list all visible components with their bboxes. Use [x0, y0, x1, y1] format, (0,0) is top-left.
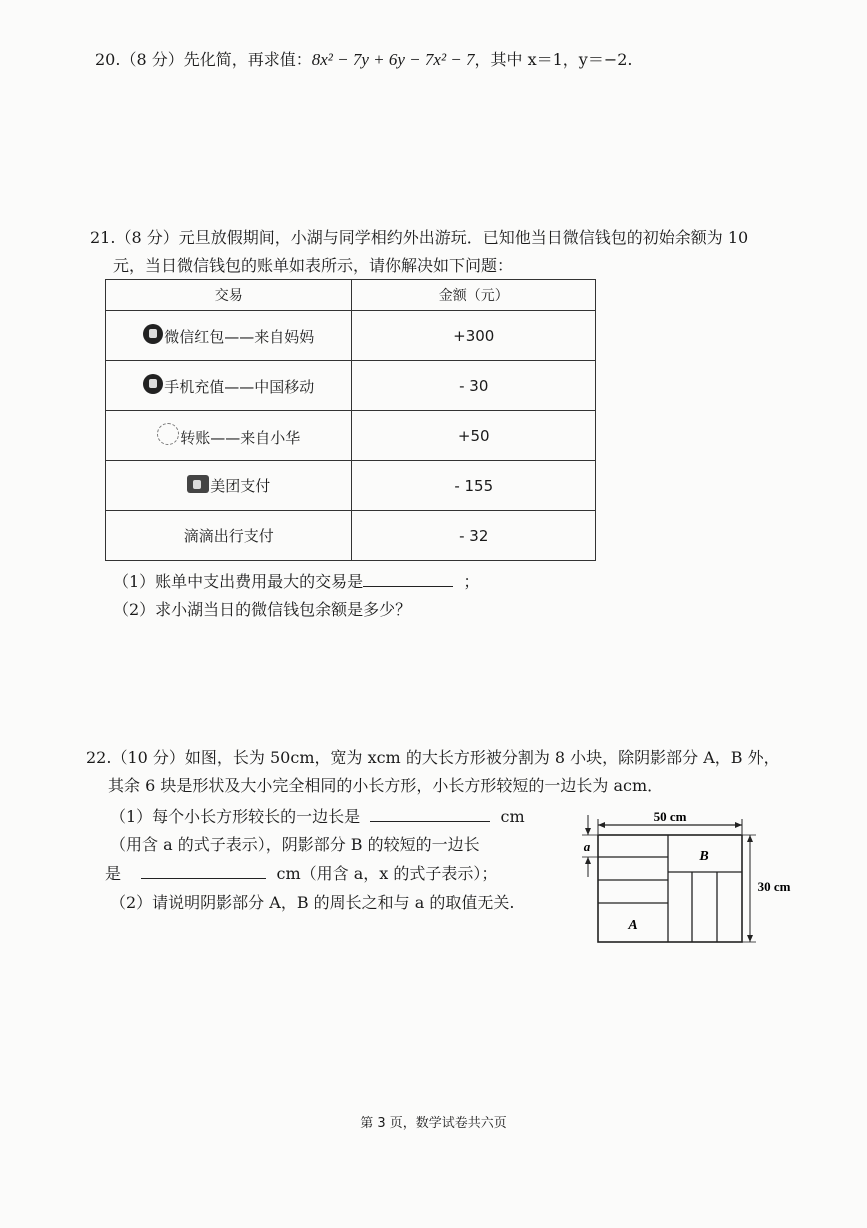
part-1-text: （1）账单中支出费用最大的交易是 [113, 572, 364, 591]
part-1-text: 是 [105, 864, 122, 883]
transaction-label: 微信红包——来自妈妈 [164, 328, 315, 346]
phone-topup-icon [143, 374, 163, 394]
meituan-icon [187, 475, 209, 493]
transaction-cell [106, 361, 352, 411]
answer-blank[interactable] [363, 572, 453, 587]
question-22-part-1-line-3 [105, 862, 497, 885]
region-a-label: A [628, 918, 638, 933]
top-dimension-label: 50 cm [653, 809, 687, 824]
amount-cell: +50 [352, 411, 596, 461]
answer-blank[interactable] [370, 807, 490, 822]
answer-blank[interactable] [141, 864, 266, 879]
table-row [106, 411, 596, 461]
question-21 [90, 226, 748, 249]
table-row [106, 461, 596, 511]
question-number: 21. [90, 228, 116, 247]
outer-rectangle [598, 835, 742, 942]
header-amount: 金额（元） [352, 280, 596, 311]
question-stem-line-2: 其余 6 块是形状及大小完全相同的小长方形，小长方形较短的一边长为 acm． [108, 776, 664, 795]
amount-cell: +300 [352, 311, 596, 361]
question-20 [95, 48, 633, 73]
unit-label: cm（用含 a，x 的式子表示）； [276, 864, 498, 883]
question-number: 20. [95, 50, 121, 69]
table-row [106, 311, 596, 361]
question-22-part-1-line-1 [110, 805, 525, 828]
question-21-part-1 [113, 570, 479, 593]
table-row [106, 511, 596, 561]
transaction-label: 美团支付 [210, 477, 271, 495]
side-a-label: a [583, 839, 591, 854]
region-b-label: B [699, 849, 709, 864]
question-score: （10 分） [111, 748, 185, 767]
question-22-part-1-line-2 [110, 833, 480, 856]
question-22 [86, 746, 780, 769]
part-1-text: （1）每个小长方形较长的一边长是 [110, 807, 361, 826]
transfer-icon [157, 423, 179, 445]
question-stem-line-1: 元旦放假期间，小湖与同学相约外出游玩．已知他当日微信钱包的初始余额为 10 [178, 228, 749, 247]
question-21-line-2 [113, 254, 513, 277]
header-transaction: 交易 [106, 280, 352, 311]
transaction-cell: 滴滴出行支付 [106, 511, 352, 561]
question-score: （8 分） [120, 50, 184, 69]
question-score: （8 分） [115, 228, 179, 247]
expression: 8x² − 7y + 6y − 7x² − 7 [311, 50, 475, 69]
transaction-cell [106, 411, 352, 461]
amount-cell: - 32 [352, 511, 596, 561]
table-header-row [106, 280, 596, 311]
amount-cell: - 30 [352, 361, 596, 411]
question-stem: 先化简，再求值： [183, 50, 312, 69]
part-2-text: （2）请说明阴影部分 A，B 的周长之和与 a 的取值无关. [110, 893, 515, 912]
part-2-text: （2）求小湖当日的微信钱包余额是多少？ [113, 600, 412, 619]
transaction-label: 手机充值——中国移动 [164, 378, 315, 396]
condition: ，其中 x＝1，y＝−2. [474, 50, 633, 69]
question-number: 22. [86, 748, 112, 767]
transaction-cell [106, 461, 352, 511]
transaction-label: 转账——来自小华 [180, 429, 301, 447]
transaction-cell [106, 311, 352, 361]
amount-cell: - 155 [352, 461, 596, 511]
unit-label: cm [500, 807, 525, 826]
part-1-text: （用含 a 的式子表示），阴影部分 B 的较短的一边长 [110, 835, 480, 854]
table-row [106, 361, 596, 411]
part-1-suffix: ； [463, 572, 480, 591]
question-21-part-2 [113, 598, 411, 621]
question-22-line-2 [108, 774, 663, 797]
page-footer: 第 3 页，数学试卷共六页 [360, 1116, 507, 1131]
question-stem-line-1: 如图，长为 50cm，宽为 xcm 的大长方形被分割为 8 小块，除阴影部分 A，B 外， [184, 748, 780, 767]
question-stem-line-2: 元，当日微信钱包的账单如表所示，请你解决如下问题： [113, 256, 514, 275]
rectangle-figure [570, 805, 810, 955]
wallet-bill-table [105, 279, 596, 561]
right-dimension-label: 30 cm [757, 879, 791, 894]
question-22-part-2 [110, 891, 514, 914]
wechat-redpacket-icon [143, 324, 163, 344]
